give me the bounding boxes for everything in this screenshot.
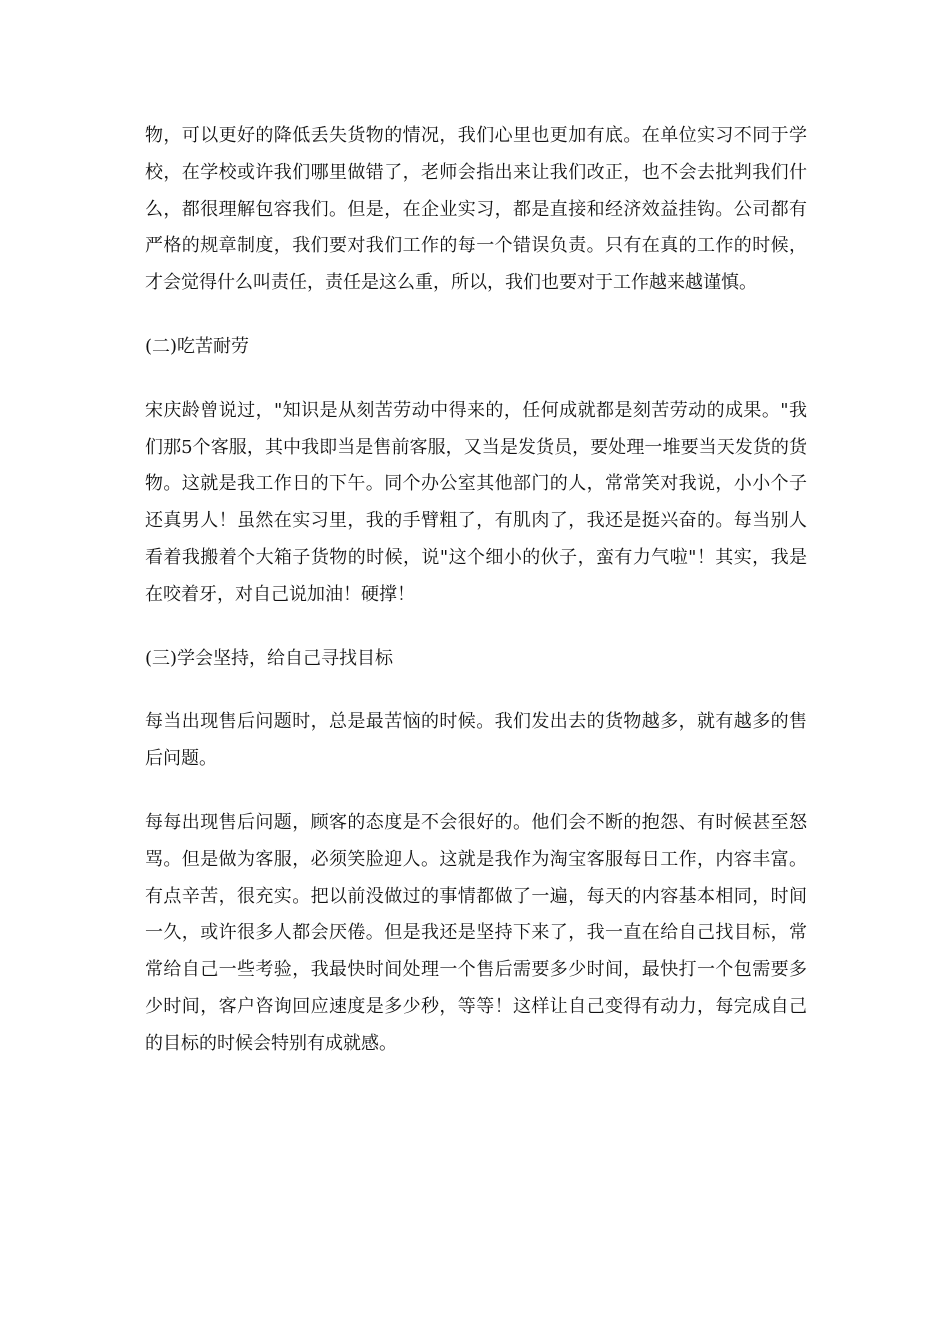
document-page: [145, 118, 807, 1063]
paragraph-after-sales-detail: 每每出现售后问题，顾客的态度是不会很好的。他们会不断的抱怨、有时候甚至怒骂。但是做为客服，必须笑脸迎人。这就是我作为淘宝客服每日工作，内容丰富。有点辛苦，很充实。把以前没做过的事情都做了一遍，每天的内容基本相同，时间一久，或许很多人都会厌倦。但是我还是坚持下来了，我一直在给自己找目标，常常给自己一些考验，我最快时间处理一个售后需要多少时间，最快打一个包需要多少时间，客户咨询回应速度是多少秒，等等！这样让自己变得有动力，每完成自己的目标的时候会特别有成就感。: [145, 811, 807, 1054]
heading-persistence: (三)学会坚持，给自己寻找目标: [145, 647, 394, 669]
heading-hard-work: (二)吃苦耐劳: [145, 335, 250, 357]
paragraph-responsibility: 物，可以更好的降低丢失货物的情况，我们心里也更加有底。在单位实习不同于学校，在学校或许我们哪里做错了，老师会指出来让我们改正，也不会去批判我们什么，都很理解包容我们。但是，在企业实习，都是直接和经济效益挂钩。公司都有严格的规章制度，我们要对我们工作的每一个错误负责。只有在真的工作的时候，才会觉得什么叫责任，责任是这么重，所以，我们也要对于工作越来越谨慎。: [145, 125, 807, 294]
paragraph-hard-work: 宋庆龄曾说过，"知识是从刻苦劳动中得来的，任何成就都是刻苦劳动的成果。"我们那5个客服，其中我即当是售前客服，又当是发货员，要处理一堆要当天发货的货物。这就是我工作日的下午。同个办公室其他部门的人，常常笑对我说，小小个子还真男人！虽然在实习里，我的手臂粗了，有肌肉了，我还是挺兴奋的。每当别人看着我搬着个大箱子货物的时候，说"这个细小的伙子，蛮有力气啦"！其实，我是在咬着牙，对自己说加油！硬撑！: [145, 399, 807, 605]
paragraph-after-sales-intro: 每当出现售后问题时，总是最苦恼的时候。我们发出去的货物越多，就有越多的售后问题。: [145, 711, 807, 770]
